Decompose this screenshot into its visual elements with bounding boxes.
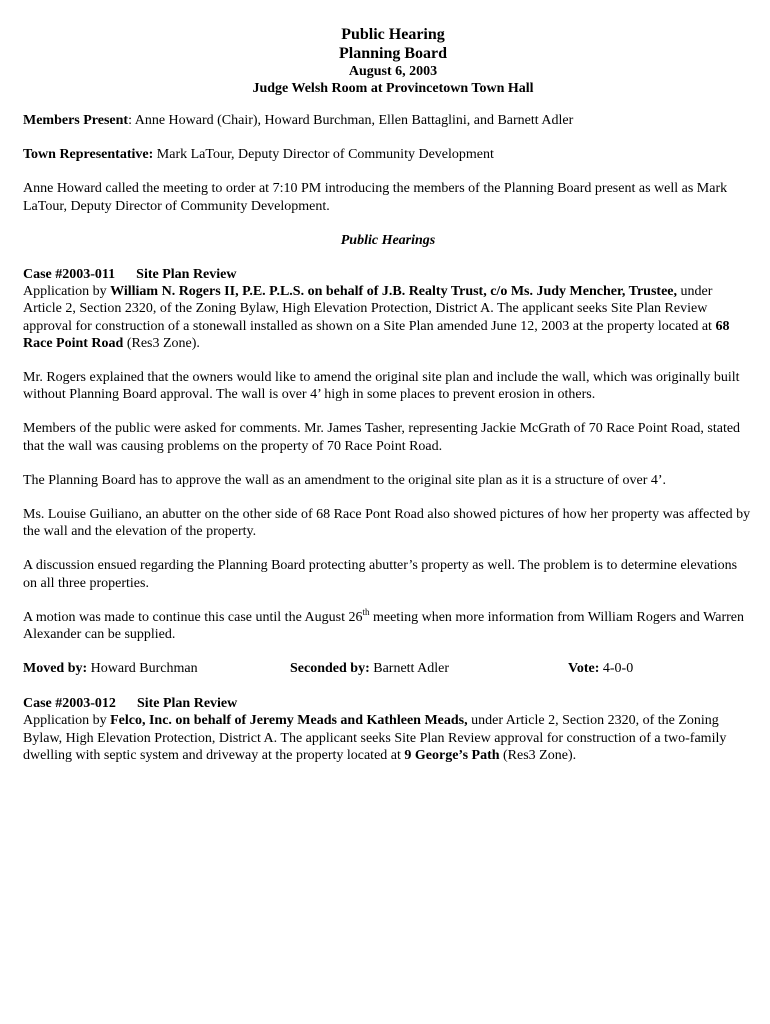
motion-sup: th — [362, 606, 370, 617]
document-header — [33, 25, 753, 97]
vote-count: 4-0-0 — [599, 661, 634, 677]
motion-text-a: A motion was made to continue this case until the August 26 — [23, 609, 363, 625]
moved-label: Moved by: — [23, 661, 88, 677]
members-names: Anne Howard (Chair), Howard Burchman, Ellen Battaglini, and Barnett Adler — [131, 113, 574, 128]
case-1-number: Case #2003-011 — [23, 267, 116, 283]
case-2-app-body: under Article 2, Section 2320, of the Zoning Bylaw, High Elevation Protection, District A. The applicant seeks Site Plan Review approval for construction of a two-family dwelling with septic system and driveway at the property located at — [23, 713, 727, 763]
case-1-app-prefix: Application by — [23, 284, 111, 300]
vote — [568, 660, 633, 677]
seconded-by-name: Barnett Adler — [369, 661, 450, 677]
case-1-para-4: Ms. Louise Guiliano, an abutter on the other side of 68 Race Pont Road also showed pictures of how her property was affected by the wall and the elevation of the property. — [23, 507, 751, 540]
case-1-para-5: A discussion ensued regarding the Planning Board protecting abutter’s property as well. The problem is to determine elevations on all three properties. — [23, 558, 738, 591]
case-1-zone: (Res3 Zone). — [123, 335, 200, 351]
meeting-date: August 6, 2003 — [348, 64, 438, 79]
intro-paragraph: Anne Howard called the meeting to order at 7:10 PM introducing the members of the Planning Board present as well as Mark LaTour, Deputy Director of Community Development. — [23, 181, 728, 214]
case-1-motion — [23, 606, 753, 643]
section-title: Public Hearings — [340, 232, 436, 248]
case-2-type: Site Plan Review — [136, 696, 238, 712]
case-1-type: Site Plan Review — [136, 267, 237, 283]
moved-by-name: Howard Burchman — [87, 661, 198, 677]
case-1-address: 68 Race Point Road — [23, 318, 730, 351]
case-2-application — [23, 695, 753, 764]
case-2-zone: (Res3 Zone). — [499, 747, 577, 763]
members-sep: : — [128, 113, 132, 128]
meeting-location: Judge Welsh Room at Provincetown Town Hall — [252, 81, 534, 96]
case-2-address: 9 George’s Path — [404, 747, 500, 763]
case-1-para-1: Mr. Rogers explained that the owners would like to amend the original site plan and include the wall, which was originally built without Planning Board approval. The wall is over 4’ high in some places to prevent erosion in others. — [23, 370, 740, 403]
case-2-number: Case #2003-012 — [23, 696, 116, 712]
board-name: Planning Board — [338, 45, 448, 62]
case-2-app-prefix: Application by — [23, 713, 111, 729]
case-1-applicant: William N. Rogers II, P.E. P.L.S. on behalf of J.B. Realty Trust, c/o Ms. Judy Mencher, Trustee, — [110, 284, 677, 300]
case-1-para-2: Members of the public were asked for comments. Mr. James Tasher, representing Jackie McGrath of 70 Race Point Road, stated that the wall was causing problems on the property of 70 Race Point Road. — [23, 421, 741, 454]
case-2-applicant: Felco, Inc. on behalf of Jeremy Meads and Kathleen Meads, — [110, 713, 468, 729]
seconded-label: Seconded by: — [290, 661, 370, 677]
case-1-para-3: The Planning Board has to approve the wall as an amendment to the original site plan as it is a structure of over 4’. — [23, 472, 667, 488]
seconded-by — [290, 660, 449, 677]
town-representative — [23, 146, 753, 163]
case-1-vote-row — [23, 660, 753, 678]
members-label: Members Present — [23, 113, 129, 128]
document-title: Public Hearing — [341, 26, 445, 43]
motion-text-b: meeting when more information from William Rogers and Warren Alexander can be supplied. — [23, 609, 745, 643]
town-rep-text: Mark LaTour, Deputy Director of Community Development — [153, 147, 494, 163]
vote-label: Vote: — [568, 661, 600, 677]
case-1-application — [23, 266, 753, 352]
members-present — [23, 112, 753, 129]
moved-by — [23, 660, 198, 677]
town-rep-label: Town Representative: — [23, 147, 154, 163]
minutes-body — [23, 25, 753, 781]
case-1-app-body: under Article 2, Section 2320, of the Zoning Bylaw, High Elevation Protection, District A. The applicant seeks Site Plan Review approval for construction of a stonewall installed as shown on a Site Plan amended June 12, 2003 at the property located at — [23, 284, 716, 334]
